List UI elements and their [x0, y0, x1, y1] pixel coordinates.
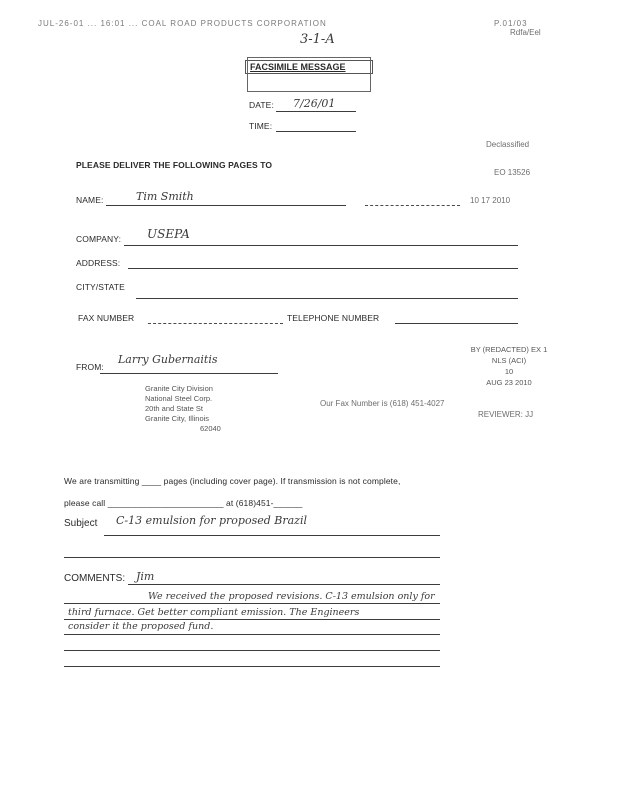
name-line-extension [365, 205, 460, 206]
time-line [276, 131, 356, 132]
fax-number-label: FAX NUMBER [78, 313, 135, 323]
date-value: 7/26/01 [293, 97, 336, 110]
from-label: FROM: [76, 362, 104, 372]
subject-label: Subject [64, 518, 98, 529]
stamp-reviewer: REVIEWER: JJ [478, 410, 534, 419]
subject-line [104, 535, 440, 536]
stamp-line-4: AUG 23 2010 [486, 378, 532, 387]
telephone-label: TELEPHONE NUMBER [287, 313, 380, 323]
date-line [276, 111, 356, 112]
comments-line-0 [128, 584, 440, 585]
comments-line-1 [64, 603, 440, 604]
declassification-stamp [444, 344, 574, 388]
document-title: FACSIMILE MESSAGE [245, 60, 373, 74]
sender-address-line-4: Granite City, Illinois [145, 414, 210, 423]
subject-value: C-13 emulsion for proposed Brazil [116, 514, 307, 527]
company-line [124, 245, 518, 246]
stamp-line-1: BY (REDACTED) EX 1 [470, 345, 548, 354]
margin-note-3: 10 17 2010 [470, 196, 511, 205]
transmitting-line: We are transmitting ____ pages (including cover page). If transmission is not complete, [64, 476, 401, 486]
header-stamp: Rdfa/Eel [510, 28, 541, 37]
name-label: NAME: [76, 195, 104, 205]
deliver-heading: PLEASE DELIVER THE FOLLOWING PAGES TO [76, 160, 273, 170]
comments-line-4 [64, 650, 440, 651]
address-line [128, 268, 518, 269]
comments-label: COMMENTS: [64, 573, 126, 584]
please-call-line: please call ________________________ at (618)451-______ [64, 498, 303, 508]
comment-line-3: consider it the proposed fund. [68, 621, 214, 632]
stamp-line-3: 10 [504, 367, 514, 376]
sender-address-line-1: Granite City Division [145, 384, 213, 393]
comments-handwriting: Jim [136, 570, 155, 583]
name-value: Tim Smith [136, 190, 194, 203]
citystate-line [136, 298, 518, 299]
comment-line-1: We received the proposed revisions. C-13 emulsion only for [148, 591, 435, 602]
sender-address-line-3: 20th and State St [145, 404, 203, 413]
company-label: COMPANY: [76, 234, 122, 244]
comment-line-2: third furnace. Get better compliant emission. The Engineers [68, 607, 360, 618]
subject-line-2 [64, 557, 440, 558]
fax-header-line: JUL-26-01 ... 16:01 ... COAL ROAD PRODUCTS CORPORATION [38, 19, 327, 28]
comments-line-3 [64, 634, 440, 635]
title-box-border [247, 57, 371, 92]
comments-line-5 [64, 666, 440, 667]
company-value: USEPA [147, 227, 190, 241]
address-label: ADDRESS: [76, 258, 121, 268]
sender-address-line-2: National Steel Corp. [145, 394, 213, 403]
fax-number-line [148, 323, 283, 324]
margin-note-2: EO 13526 [494, 168, 531, 177]
our-fax-number: Our Fax Number is (618) 451-4027 [320, 399, 445, 408]
title-handwriting: 3-1-A [300, 32, 335, 47]
from-line [100, 373, 278, 374]
from-value: Larry Gubernaitis [118, 353, 218, 366]
time-label: TIME: [249, 121, 273, 131]
sender-address [145, 384, 221, 434]
name-line [106, 205, 346, 206]
stamp-line-2: NLS (ACI) [491, 356, 527, 365]
citystate-label: CITY/STATE [76, 282, 125, 292]
comments-line-2 [64, 619, 440, 620]
page-count-header: P.01/03 [494, 19, 528, 28]
margin-note-1: Declassified [486, 140, 530, 149]
sender-address-line-5: 62040 [200, 424, 221, 433]
date-label: DATE: [249, 100, 274, 110]
telephone-line [395, 323, 518, 324]
